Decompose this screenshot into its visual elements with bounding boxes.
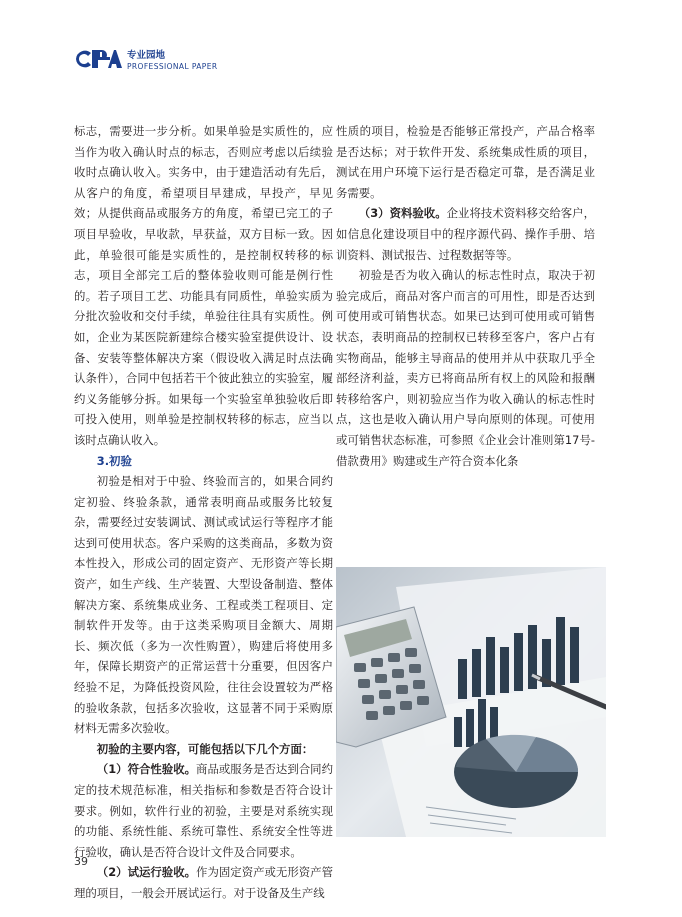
right-paragraph-3: 初验是否为收入确认的标志性时点，取决于初验完成后，商品对客户而言的可用性，即是否达到可使用或可销售状态。如果已达到可使用或可销售状态，表明商品的控制权已转移至客户，客户占有实物商品，能够主导商品的使用并从中获取几乎全部经济利益，卖方已将商品所有权上的风险和报酬转移给客户，则初验应当作为收入确认的标志性时点，这也是收入确认用户导向原则的体现。可使用或可销售状态标准，可参照《企业会计准则第17号-借款费用》购建或生产符合资本化条 [336,268,595,468]
left-paragraph-5 [74,862,333,903]
item-2-label: （2）试运行验收。 [96,865,197,880]
item-3-text: 企业将技术资料移交给客户，如信息化建设项目中的程序源代码、操作手册、培训资料、测试报告、过程数据等等。 [336,206,595,262]
left-paragraph-4 [74,759,333,862]
calculator-charts-photo [336,567,606,837]
left-column [74,121,333,904]
header-text [127,50,217,72]
header-title-en: PROFESSIONAL PAPER [127,62,218,71]
right-column [336,121,595,471]
left-paragraph-3: 初验的主要内容，可能包括以下几个方面： [96,741,314,756]
right-paragraph-2 [336,203,595,265]
header [74,46,374,76]
header-title-cn: 专业园地 [127,50,166,61]
section-heading-text: 3.初验 [96,453,132,468]
item-1-label: （1）符合性验收。 [96,762,197,777]
item-1-text: 商品或服务是否达到合同约定的技术规范标准，相关指标和参数是否符合设计要求。例如，软件行业的初验，主要是对系统实现的功能、系统性能、系统可靠性、系统安全性等进行验收，确认是否符合设计文件及合同要求。 [74,762,333,859]
section-heading-3 [74,451,333,472]
page-number: 39 [74,855,88,868]
left-paragraph-1: 标志，需要进一步分析。如果单验是实质性的，应当作为收入确认时点的标志，否则应考虑以后续验收时点确认收入。实务中，由于建造活动有先后，从客户的角度，希望项目早建成，早投产，早见效；从提供商品或服务方的角度，希望已完工的子项目早验收，早收款，早获益，双方目标一致。因此，单验很可能是实质性的，是控制权转移的标志，项目全部完工后的整体验收则可能是例行性的。若子项目工艺、功能具有同质性，单验实质为分批次验收和交付手续，单验往往具有实质性。例如，企业为某医院新建综合楼实验室提供设计、设备、安装等整体解决方案（假设收入满足时点法确认条件），合同中包括若干个彼此独立的实验室，履约义务能够分拆。如果每一个实验室单独验收后即可投入使用，则单验是控制权转移的标志，应当以该时点确认收入。 [74,124,333,447]
photo-illustration [336,567,606,837]
item-3-label: （3）资料验收。 [358,206,447,221]
pie-chart-graphic [454,735,578,808]
right-paragraph-1: 性质的项目，检验是否能够正常投产，产品合格率是否达标；对于软件开发、系统集成性质的项目，测试在用户环境下运行是否稳定可靠，是否满足业务需要。 [336,124,595,200]
left-paragraph-2: 初验是相对于中验、终验而言的，如果合同约定初验、终验条款，通常表明商品或服务比较复杂，需要经过安装调试、测试或试运行等程序才能达到可使用状态。客户采购的这类商品，多数为资本性投入，形成公司的固定资产、无形资产等长期资产，如生产线、生产装置、大型设备制造、整体解决方案、系统集成业务、工程或类工程项目、定制软件开发等。由于这类采购项目金额大、周期长、频次低（多为一次性购置），购建后将使用多年，保障长期资产的正常运营十分重要，但因客户经验不足，为降低投资风险，往往会设置较为严格的验收条款，包括多次验收，这显著不同于采购原材料无需多次验收。 [74,474,333,736]
cpa-logo-icon [74,46,122,72]
item-2-text: 作为固定资产或无形资产管理的项目，一般会开展试运行。对于设备及生产线 [74,865,333,900]
